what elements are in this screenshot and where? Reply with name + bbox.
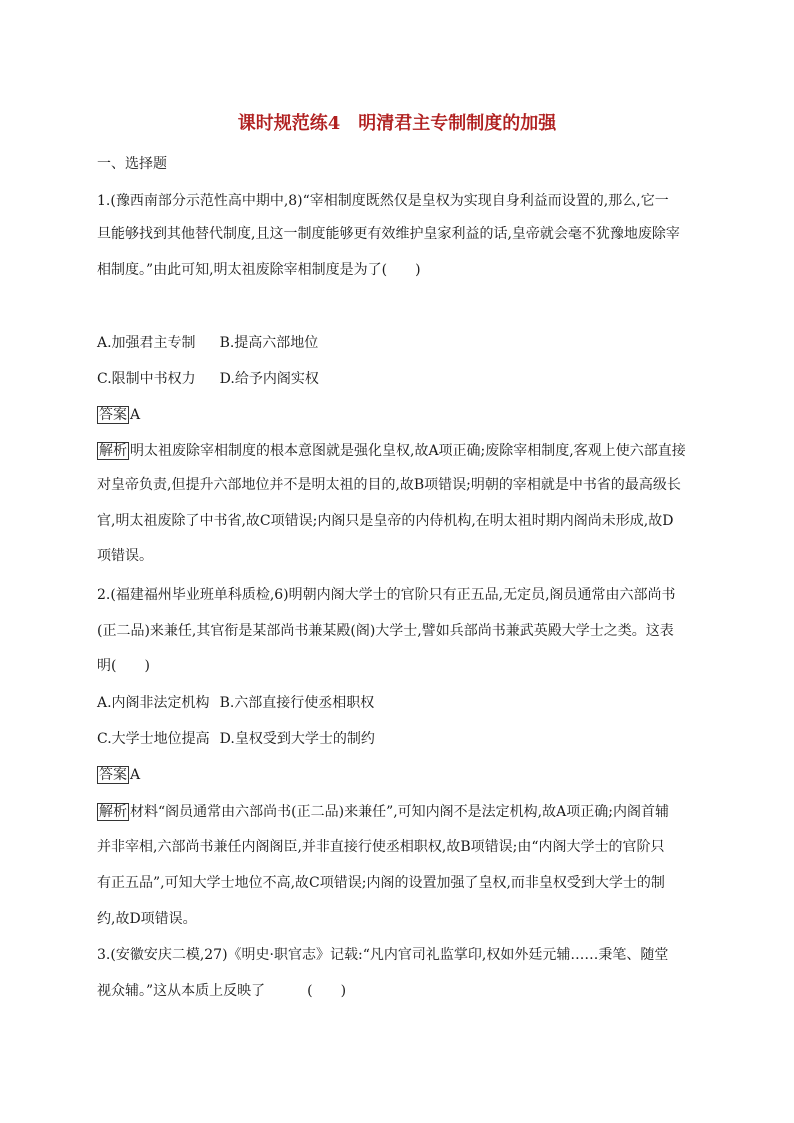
- q2-stem-line-3: 明( ): [97, 658, 150, 674]
- q2-option-b[interactable]: B.六部直接行使丞相职权: [219, 695, 375, 711]
- q1-analysis-line-2: 对皇帝负责,但提升六部地位并不是明太祖的目的,故B项错误;明朝的宰相就是中书省的最高级长: [97, 477, 681, 493]
- q2-analysis-line-2: 并非宰相,六部尚书兼任内阁阁臣,并非直接行使丞相职权,故B项错误;由“内阁大学士的官阶只: [97, 839, 665, 855]
- q2-analysis-text-1: 材料“阁员通常由六部尚书(正二品)来兼任”,可知内阁不是法定机构,故A项正确;内阁首辅: [130, 804, 669, 820]
- q2-answer: [97, 766, 140, 784]
- q2-analysis-line-1: [97, 803, 669, 821]
- q1-options-row-1: [97, 335, 318, 351]
- answer-label: 答案: [99, 407, 127, 423]
- q3-stem-line-1: 3.(安徽安庆二模,27)《明史·职官志》记载:“凡内官司礼监掌印,权如外廷元辅……秉笔、随堂: [97, 947, 669, 963]
- q1-option-c[interactable]: C.限制中书权力: [97, 371, 196, 387]
- analysis-label: 解析: [99, 443, 127, 459]
- q2-stem-line-1: 2.(福建福州毕业班单科质检,6)明朝内阁大学士的官阶只有正五品,无定员,阁员通常由六部尚书: [97, 587, 676, 603]
- q2-option-d[interactable]: D.皇权受到大学士的制约: [219, 731, 375, 747]
- q2-options-row-2: [97, 731, 375, 747]
- q2-analysis-line-3: 有正五品”,可知大学士地位不高,故C项错误;内阁的设置加强了皇权,而非皇权受到大学士的制: [97, 875, 665, 891]
- q2-option-c[interactable]: C.大学士地位提高: [97, 731, 210, 747]
- q3-stem-line-2: 视众辅。”这从本质上反映了 ( ): [97, 983, 347, 999]
- q2-option-a[interactable]: A.内阁非法定机构: [97, 695, 210, 711]
- q1-analysis-line-4: 项错误。: [97, 548, 153, 564]
- q1-analysis-line-1: [97, 442, 686, 460]
- q2-analysis-line-4: 约,故D项错误。: [97, 911, 197, 927]
- q1-option-b[interactable]: B.提高六部地位: [219, 335, 319, 351]
- q2-stem-line-2: (正二品)来兼任,其官衔是某部尚书兼某殿(阁)大学士,譬如兵部尚书兼武英殿大学士之类。这表: [97, 623, 674, 639]
- q1-answer-value: A: [130, 407, 141, 423]
- q1-stem-line-1: 1.(豫西南部分示范性高中期中,8)“宰相制度既然仅是皇权为实现自身利益而设置的,那么,它一: [97, 193, 669, 209]
- section-heading: 一、选择题: [97, 156, 167, 172]
- page-title: 课时规范练4 明清君主专制制度的加强: [237, 113, 557, 134]
- analysis-label: 解析: [99, 804, 127, 820]
- q2-answer-value: A: [130, 767, 141, 783]
- q1-answer: [97, 406, 140, 424]
- q1-option-a[interactable]: A.加强君主专制: [97, 335, 196, 351]
- answer-label: 答案: [99, 767, 127, 783]
- q1-options-row-2: [97, 371, 319, 387]
- q2-options-row-1: [97, 695, 374, 711]
- q1-analysis-text-1: 明太祖废除宰相制度的根本意图就是强化皇权,故A项正确;废除宰相制度,客观上使六部直接: [130, 443, 686, 459]
- q1-option-d[interactable]: D.给予内阁实权: [219, 371, 319, 387]
- q1-stem-line-2: 旦能够找到其他替代制度,且这一制度能够更有效维护皇家利益的话,皇帝就会毫不犹豫地废除宰: [97, 226, 680, 242]
- q1-analysis-line-3: 官,明太祖废除了中书省,故C项错误;内阁只是皇帝的内侍机构,在明太祖时期内阁尚未形成,故D: [97, 513, 674, 529]
- q1-stem-line-3: 相制度。”由此可知,明太祖废除宰相制度是为了( ): [97, 262, 421, 278]
